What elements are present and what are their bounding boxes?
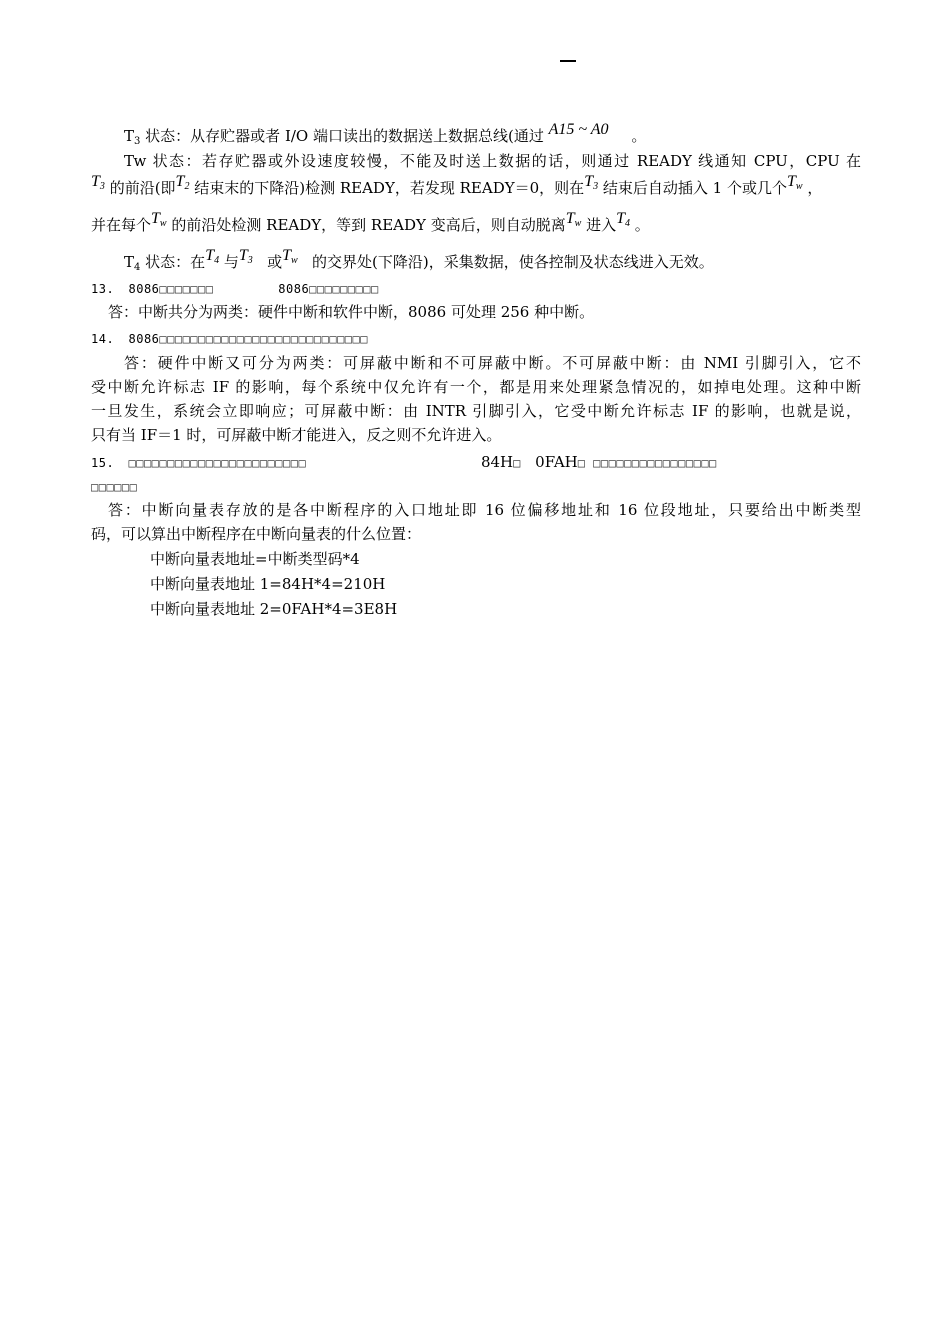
answer-13: 答：中断共分为两类：硬件中断和软件中断，8086 可处理 256 种中断。: [108, 303, 595, 321]
tw-state-line-1: Tw 状态：若存贮器或外设速度较慢，不能及时送上数据的话，则通过 READY 线通知 CPU，CPU 在: [124, 152, 861, 170]
formula-line-2: 中断向量表地址 1=84H*4=210H: [150, 575, 386, 593]
answer-14-line-2: 受中断允许标志 IF 的影响，每个系统中仅允许有一个，都是用来处理紧急情况的，如掉电处理。这种中断: [91, 378, 861, 396]
t4-symbol: $T_4$: [205, 247, 220, 266]
formula-line-3: 中断向量表地址 2=0FAH*4=3E8H: [150, 600, 398, 618]
question-15-cont: □□□□□□: [91, 480, 138, 494]
t3-symbol: $T_3$: [238, 247, 253, 266]
question-15: 15. □□□□□□□□□□□□□□□□□□□□□□□ 84H□ 0FAH□ □□□□□□□□□□□□□□□□: [91, 453, 717, 471]
t4-state-line: $T_4$ 状态：在$T_4$ 与$T_3$ 或$T_w$ 的交界处(下降沿)，采集数据，使各控制及状态线进入无效。: [124, 247, 714, 273]
tw-symbol: $T_w$: [151, 210, 167, 229]
answer-14-line-3: 一旦发生，系统会立即响应；可屏蔽中断：由 INTR 引脚引入，它受中断允许标志 IF 的影响，也就是说，: [91, 402, 861, 420]
t3-state-line: $T_3$ 状态：从存贮器或者 I/O 端口读出的数据送上数据总线(通过 A15 ~ A0 。: [124, 121, 647, 147]
t2-symbol: $T_2$: [175, 173, 190, 192]
answer-14-line-4: 只有当 IF＝1 时，可屏蔽中断才能进入，反之则不允许进入。: [91, 426, 502, 444]
tw-symbol: $T_w$: [786, 173, 803, 192]
answer-15-line-2: 码，可以算出中断程序在中断向量表的什么位置：: [91, 525, 422, 543]
address-range-formula: A15 ~ A0: [548, 121, 609, 138]
answer-15-line-1: 答：中断向量表存放的是各中断程序的入口地址即 16 位偏移地址和 16 位段地址，只要给出中断类型: [108, 501, 861, 519]
answer-14-line-1: 答：硬件中断又可分为两类：可屏蔽中断和不可屏蔽中断。不可屏蔽中断：由 NMI 引脚引入，它不: [124, 354, 861, 372]
t3-symbol: $T_3$: [584, 173, 599, 192]
header-dash: [560, 60, 576, 62]
tw-symbol: $T_w$: [282, 247, 298, 266]
tw-state-line-3: 并在每个$T_w$ 的前沿处检测 READY，等到 READY 变高后，则自动脱离$T_w$ 进入$T_4$ 。: [91, 210, 650, 234]
question-14: 14. 8086□□□□□□□□□□□□□□□□□□□□□□□□□□□: [91, 332, 368, 346]
question-13: 13. 8086□□□□□□□ 8086□□□□□□□□□: [91, 282, 379, 296]
tw-symbol: $T_w$: [565, 210, 582, 229]
t4-symbol: $T_4$: [616, 210, 630, 229]
tw-state-line-2: $T_3$ 的前沿(即$T_2$ 结束末的下降沿)检测 READY，若发现 READY＝0，则在$T_3$ 结束后自动插入 1 个或几个$T_w$ ，: [91, 173, 823, 197]
formula-line-1: 中断向量表地址=中断类型码*4: [150, 550, 360, 568]
t3-symbol: $T_3$: [91, 173, 105, 192]
